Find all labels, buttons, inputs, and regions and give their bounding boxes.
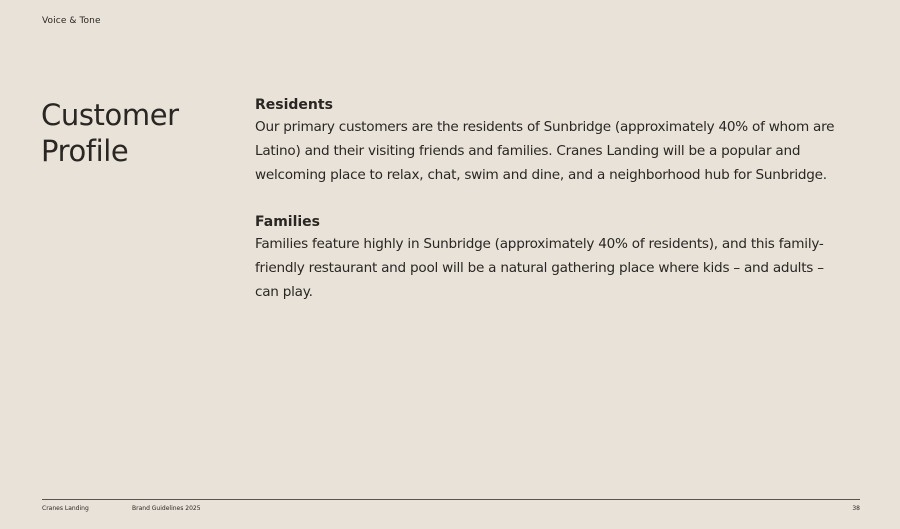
footer-document-title: Brand Guidelines 2025 [132,505,201,512]
content-area [255,95,845,328]
footer-divider [42,499,860,500]
families-block [255,212,845,305]
page-title-line-2: Profile [41,134,129,168]
footer-brand: Cranes Landing [42,505,89,512]
residents-heading: Residents [255,97,333,113]
page-title [41,97,221,169]
residents-body: Our primary customers are the residents of Sunbridge (approximately 40% of whom are Latino) and their visiting friends and families. Cranes Landing will be a popular and welcoming place to relax, chat, swim and dine, and a neighborhood hub for Sunbridge. [255,119,835,184]
families-heading: Families [255,213,321,230]
page-number: 38 [852,505,860,512]
section-label: Voice & Tone [42,16,101,26]
page-title-line-1: Customer [41,98,179,132]
families-body: Families feature highly in Sunbridge (approximately 40% of residents), and this family-friendly restaurant and pool will be a natural gathering place where kids – and adults – can play. [255,235,824,301]
residents-block [255,95,845,188]
